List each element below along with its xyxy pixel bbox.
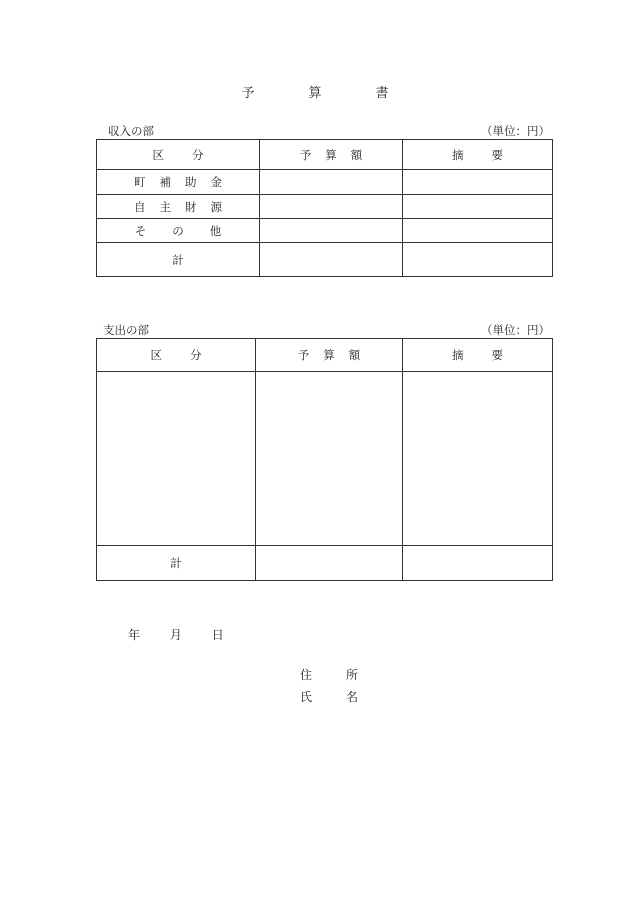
income-row-label: 町補助金 — [97, 170, 260, 195]
date-line — [128, 626, 224, 643]
year-label: 年 — [128, 628, 141, 642]
income-header-row — [97, 140, 553, 170]
income-row-label: 自主財源 — [97, 195, 260, 219]
expense-table — [96, 338, 553, 581]
income-row-label: その他 — [97, 219, 260, 243]
expense-remarks-cell[interactable] — [403, 372, 553, 546]
expense-total-remarks-cell[interactable] — [403, 546, 553, 581]
income-section-label: 収入の部 — [108, 124, 154, 138]
day-label: 日 — [211, 628, 224, 642]
document-title: 予算書 — [241, 86, 443, 101]
expense-section-label: 支出の部 — [103, 323, 149, 337]
expense-header-category: 区分 — [97, 339, 256, 372]
income-header-category: 区分 — [97, 140, 260, 170]
name-label: 氏名 — [300, 690, 393, 704]
income-amount-cell[interactable] — [260, 219, 403, 243]
expense-amount-cell[interactable] — [256, 372, 403, 546]
income-header-amount: 予算額 — [260, 140, 403, 170]
income-amount-cell[interactable] — [260, 195, 403, 219]
expense-total-row — [97, 546, 553, 581]
month-label: 月 — [169, 628, 182, 642]
income-remarks-cell[interactable] — [403, 170, 553, 195]
income-total-label: 計 — [97, 243, 260, 277]
expense-header-remarks: 摘要 — [403, 339, 553, 372]
expense-unit-label: （単位：円） — [481, 323, 550, 337]
expense-header-amount: 予算額 — [256, 339, 403, 372]
table-row — [97, 219, 553, 243]
income-total-remarks-cell[interactable] — [403, 243, 553, 277]
table-row — [97, 170, 553, 195]
income-total-amount-cell[interactable] — [260, 243, 403, 277]
income-remarks-cell[interactable] — [403, 219, 553, 243]
income-unit-label: （単位：円） — [481, 124, 550, 138]
expense-total-label: 計 — [97, 546, 256, 581]
income-amount-cell[interactable] — [260, 170, 403, 195]
expense-total-amount-cell[interactable] — [256, 546, 403, 581]
income-header-remarks: 摘要 — [403, 140, 553, 170]
expense-body-row — [97, 372, 553, 546]
income-remarks-cell[interactable] — [403, 195, 553, 219]
expense-category-cell[interactable] — [97, 372, 256, 546]
address-label: 住所 — [300, 668, 393, 682]
income-table — [96, 139, 553, 277]
expense-header-row — [97, 339, 553, 372]
table-row — [97, 195, 553, 219]
income-total-row — [97, 243, 553, 277]
